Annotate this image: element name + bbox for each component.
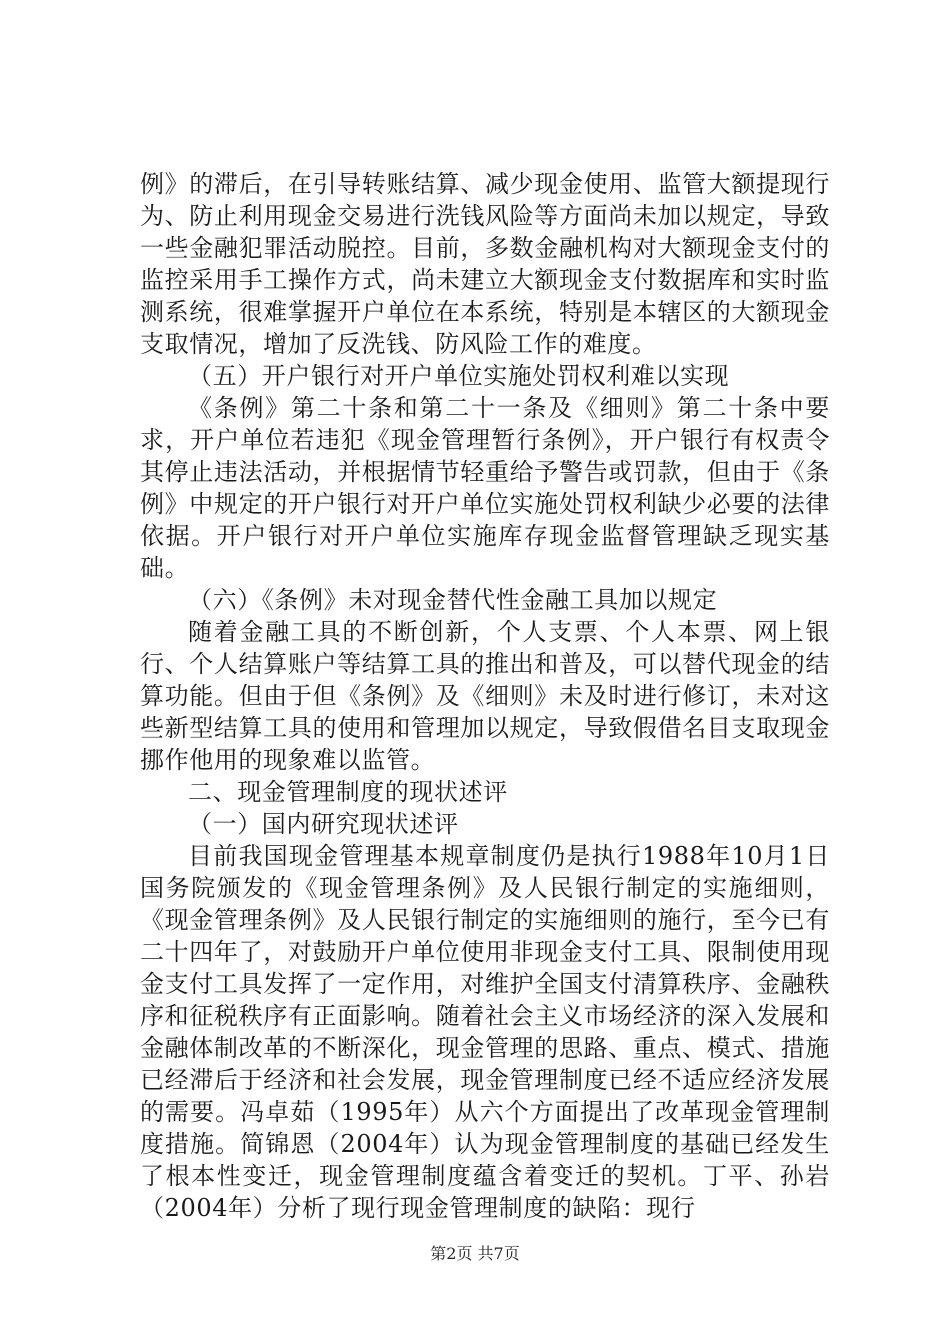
section-heading-6: （六）《条例》未对现金替代性金融工具加以规定 [188,586,718,614]
page-footer: 第2页 共7页 [430,1244,520,1263]
paragraph: 目前我国现金管理基本规章制度仍是执行1988年10月1日国务院颁发的《现金管理条例》及人民银行制定的实施细则，《现金管理条例》及人民银行制定的实施细则的施行，至今已有二十四年了，对鼓励开户单位使用非现金支付工具、限制使用现金支付工具发挥了一定作用，对维护全国支付清算秩序、金融秩序和征税秩序有正面影响。随着社会主义市场经济的深入发展和金融体制改革的不断深化，现金管理的思路、重点、模式、措施已经滞后于经济和社会发展，现金管理制度已经不适应经济发展的需要。冯卓茹（1995年）从六个方面提出了改革现金管理制度措施。简锦恩（2004年）认为现金管理制度的基础已经发生了根本性变迁，现金管理制度蕴含着变迁的契机。丁平、孙岩（2004年）分析了现行现金管理制度的缺陷：现行 [140,842,830,1222]
paragraph-continuation: 例》的滞后，在引导转账结算、减少现金使用、监管大额提现行为、防止利用现金交易进行洗钱风险等方面尚未加以规定，导致一些金融犯罪活动脱控。目前，多数金融机构对大额现金支付的监控采用手工操作方式，尚未建立大额现金支付数据库和实时监测系统，很难掌握开户单位在本系统，特别是本辖区的大额现金支取情况，增加了反洗钱、防风险工作的难度。 [140,170,830,358]
paragraph: 随着金融工具的不断创新，个人支票、个人本票、网上银行、个人结算账户等结算工具的推出和普及，可以替代现金的结算功能。但由于但《条例》及《细则》未及时进行修订，未对这些新型结算工具的使用和管理加以规定，导致假借名目支取现金挪作他用的现象难以监管。 [140,618,830,774]
paragraph: 《条例》第二十条和第二十一条及《细则》第二十条中要求，开户单位若违犯《现金管理暂行条例》，开户银行有权责令其停止违法活动，并根据情节轻重给予警告或罚款，但由于《条例》中规定的开户银行对开户单位实施处罚权利缺少必要的法律依据。开户银行对开户单位实施库存现金监督管理缺乏现实基础。 [140,394,830,582]
section-heading-1: （一）国内研究现状述评 [188,810,459,838]
chapter-heading-2: 二、现金管理制度的现状述评 [188,778,508,806]
section-heading-5: （五）开户银行对开户单位实施处罚权利难以实现 [188,362,730,390]
body-text [140,168,830,1224]
